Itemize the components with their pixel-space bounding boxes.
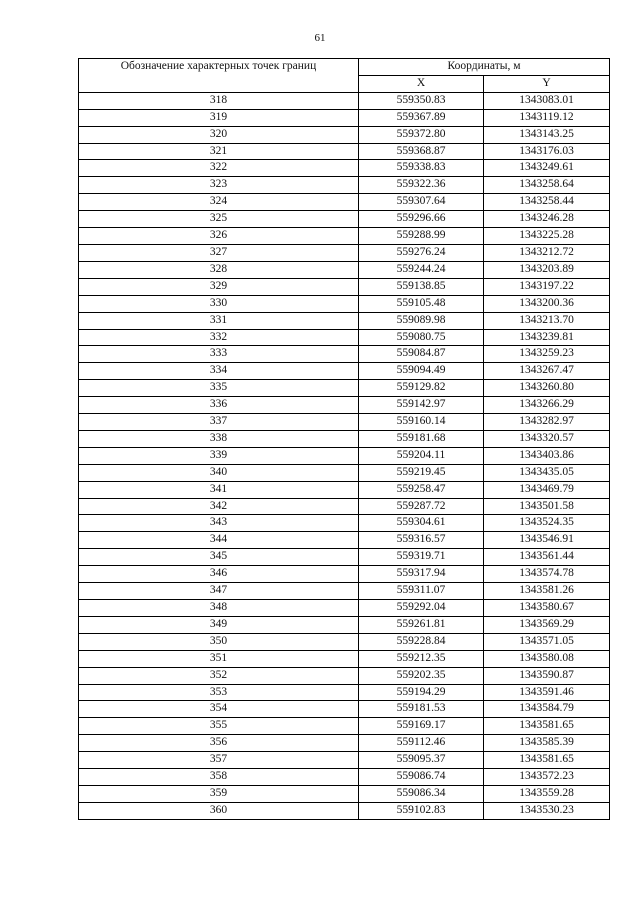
y-cell: 1343239.81 — [484, 329, 610, 346]
point-cell: 330 — [79, 295, 359, 312]
x-cell: 559261.81 — [359, 616, 484, 633]
x-cell: 559086.74 — [359, 769, 484, 786]
y-cell: 1343197.22 — [484, 278, 610, 295]
x-cell: 559292.04 — [359, 600, 484, 617]
table-row — [79, 312, 610, 329]
coordinates-table — [78, 58, 610, 820]
point-cell: 347 — [79, 583, 359, 600]
point-cell: 344 — [79, 532, 359, 549]
x-cell: 559367.89 — [359, 109, 484, 126]
x-cell: 559204.11 — [359, 447, 484, 464]
point-cell: 355 — [79, 718, 359, 735]
point-cell: 348 — [79, 600, 359, 617]
point-cell: 345 — [79, 549, 359, 566]
y-cell: 1343581.26 — [484, 583, 610, 600]
y-cell: 1343258.44 — [484, 194, 610, 211]
y-cell: 1343119.12 — [484, 109, 610, 126]
point-cell: 335 — [79, 380, 359, 397]
y-cell: 1343225.28 — [484, 228, 610, 245]
y-cell: 1343524.35 — [484, 515, 610, 532]
y-cell: 1343320.57 — [484, 430, 610, 447]
point-cell: 334 — [79, 363, 359, 380]
table-row — [79, 143, 610, 160]
table-row — [79, 583, 610, 600]
point-cell: 332 — [79, 329, 359, 346]
x-cell: 559129.82 — [359, 380, 484, 397]
x-cell: 559160.14 — [359, 414, 484, 431]
x-cell: 559169.17 — [359, 718, 484, 735]
x-cell: 559212.35 — [359, 650, 484, 667]
x-cell: 559086.34 — [359, 785, 484, 802]
point-cell: 322 — [79, 160, 359, 177]
point-cell: 341 — [79, 481, 359, 498]
point-cell: 350 — [79, 633, 359, 650]
table-row — [79, 278, 610, 295]
table-row — [79, 616, 610, 633]
x-cell: 559138.85 — [359, 278, 484, 295]
y-cell: 1343569.29 — [484, 616, 610, 633]
y-cell: 1343584.79 — [484, 701, 610, 718]
x-cell: 559317.94 — [359, 566, 484, 583]
header-coordinates: Координаты, м — [359, 59, 610, 76]
point-cell: 324 — [79, 194, 359, 211]
y-cell: 1343213.70 — [484, 312, 610, 329]
y-cell: 1343559.28 — [484, 785, 610, 802]
table-row — [79, 769, 610, 786]
y-cell: 1343403.86 — [484, 447, 610, 464]
y-cell: 1343176.03 — [484, 143, 610, 160]
x-cell: 559287.72 — [359, 498, 484, 515]
point-cell: 354 — [79, 701, 359, 718]
x-cell: 559194.29 — [359, 684, 484, 701]
page-number: 61 — [314, 32, 326, 44]
y-cell: 1343200.36 — [484, 295, 610, 312]
table-row — [79, 667, 610, 684]
point-cell: 321 — [79, 143, 359, 160]
point-cell: 352 — [79, 667, 359, 684]
point-cell: 340 — [79, 464, 359, 481]
y-cell: 1343590.87 — [484, 667, 610, 684]
y-cell: 1343258.64 — [484, 177, 610, 194]
table-row — [79, 261, 610, 278]
table-row — [79, 295, 610, 312]
table-row — [79, 785, 610, 802]
table-body — [79, 92, 610, 819]
x-cell: 559095.37 — [359, 752, 484, 769]
y-cell: 1343574.78 — [484, 566, 610, 583]
y-cell: 1343585.39 — [484, 735, 610, 752]
table-row — [79, 414, 610, 431]
y-cell: 1343260.80 — [484, 380, 610, 397]
header-x: X — [359, 75, 484, 92]
table-row — [79, 735, 610, 752]
y-cell: 1343259.23 — [484, 346, 610, 363]
x-cell: 559288.99 — [359, 228, 484, 245]
table-row — [79, 633, 610, 650]
table-row — [79, 498, 610, 515]
y-cell: 1343083.01 — [484, 92, 610, 109]
y-cell: 1343580.08 — [484, 650, 610, 667]
point-cell: 349 — [79, 616, 359, 633]
point-cell: 356 — [79, 735, 359, 752]
point-cell: 329 — [79, 278, 359, 295]
table-row — [79, 515, 610, 532]
table-row — [79, 228, 610, 245]
x-cell: 559276.24 — [359, 244, 484, 261]
x-cell: 559080.75 — [359, 329, 484, 346]
table-row — [79, 566, 610, 583]
table-row — [79, 177, 610, 194]
point-cell: 326 — [79, 228, 359, 245]
table-row — [79, 650, 610, 667]
table-row — [79, 701, 610, 718]
point-cell: 323 — [79, 177, 359, 194]
x-cell: 559322.36 — [359, 177, 484, 194]
x-cell: 559112.46 — [359, 735, 484, 752]
table-row — [79, 160, 610, 177]
point-cell: 357 — [79, 752, 359, 769]
point-cell: 328 — [79, 261, 359, 278]
table-row — [79, 92, 610, 109]
y-cell: 1343501.58 — [484, 498, 610, 515]
y-cell: 1343282.97 — [484, 414, 610, 431]
y-cell: 1343143.25 — [484, 126, 610, 143]
y-cell: 1343212.72 — [484, 244, 610, 261]
point-cell: 343 — [79, 515, 359, 532]
y-cell: 1343530.23 — [484, 802, 610, 819]
point-cell: 358 — [79, 769, 359, 786]
y-cell: 1343561.44 — [484, 549, 610, 566]
table-row — [79, 430, 610, 447]
x-cell: 559244.24 — [359, 261, 484, 278]
table-row — [79, 126, 610, 143]
y-cell: 1343591.46 — [484, 684, 610, 701]
x-cell: 559084.87 — [359, 346, 484, 363]
table-row — [79, 329, 610, 346]
x-cell: 559102.83 — [359, 802, 484, 819]
table-row — [79, 380, 610, 397]
x-cell: 559181.68 — [359, 430, 484, 447]
table-row — [79, 447, 610, 464]
point-cell: 360 — [79, 802, 359, 819]
table-row — [79, 464, 610, 481]
x-cell: 559258.47 — [359, 481, 484, 498]
x-cell: 559350.83 — [359, 92, 484, 109]
x-cell: 559089.98 — [359, 312, 484, 329]
x-cell: 559316.57 — [359, 532, 484, 549]
table-row — [79, 752, 610, 769]
x-cell: 559296.66 — [359, 211, 484, 228]
y-cell: 1343266.29 — [484, 397, 610, 414]
y-cell: 1343581.65 — [484, 718, 610, 735]
point-cell: 318 — [79, 92, 359, 109]
x-cell: 559319.71 — [359, 549, 484, 566]
x-cell: 559368.87 — [359, 143, 484, 160]
table-row — [79, 684, 610, 701]
table-row — [79, 346, 610, 363]
y-cell: 1343571.05 — [484, 633, 610, 650]
table-row — [79, 549, 610, 566]
header-point-designation: Обозначение характерных точек границ — [79, 59, 359, 93]
table-row — [79, 194, 610, 211]
y-cell: 1343469.79 — [484, 481, 610, 498]
point-cell: 319 — [79, 109, 359, 126]
y-cell: 1343203.89 — [484, 261, 610, 278]
point-cell: 359 — [79, 785, 359, 802]
table-row — [79, 244, 610, 261]
point-cell: 342 — [79, 498, 359, 515]
point-cell: 339 — [79, 447, 359, 464]
y-cell: 1343246.28 — [484, 211, 610, 228]
y-cell: 1343267.47 — [484, 363, 610, 380]
point-cell: 336 — [79, 397, 359, 414]
table-row — [79, 481, 610, 498]
x-cell: 559219.45 — [359, 464, 484, 481]
point-cell: 338 — [79, 430, 359, 447]
point-cell: 353 — [79, 684, 359, 701]
point-cell: 337 — [79, 414, 359, 431]
point-cell: 325 — [79, 211, 359, 228]
x-cell: 559228.84 — [359, 633, 484, 650]
table-row — [79, 718, 610, 735]
point-cell: 320 — [79, 126, 359, 143]
x-cell: 559307.64 — [359, 194, 484, 211]
x-cell: 559142.97 — [359, 397, 484, 414]
x-cell: 559311.07 — [359, 583, 484, 600]
x-cell: 559094.49 — [359, 363, 484, 380]
y-cell: 1343580.67 — [484, 600, 610, 617]
table-row — [79, 600, 610, 617]
x-cell: 559372.80 — [359, 126, 484, 143]
point-cell: 346 — [79, 566, 359, 583]
x-cell: 559181.53 — [359, 701, 484, 718]
table-row — [79, 211, 610, 228]
point-cell: 327 — [79, 244, 359, 261]
header-y: Y — [484, 75, 610, 92]
y-cell: 1343435.05 — [484, 464, 610, 481]
y-cell: 1343572.23 — [484, 769, 610, 786]
point-cell: 333 — [79, 346, 359, 363]
y-cell: 1343546.91 — [484, 532, 610, 549]
y-cell: 1343581.65 — [484, 752, 610, 769]
x-cell: 559304.61 — [359, 515, 484, 532]
table-row — [79, 397, 610, 414]
point-cell: 351 — [79, 650, 359, 667]
x-cell: 559105.48 — [359, 295, 484, 312]
table-row — [79, 109, 610, 126]
table-row — [79, 363, 610, 380]
table-row — [79, 802, 610, 819]
point-cell: 331 — [79, 312, 359, 329]
x-cell: 559338.83 — [359, 160, 484, 177]
table-row — [79, 532, 610, 549]
x-cell: 559202.35 — [359, 667, 484, 684]
y-cell: 1343249.61 — [484, 160, 610, 177]
